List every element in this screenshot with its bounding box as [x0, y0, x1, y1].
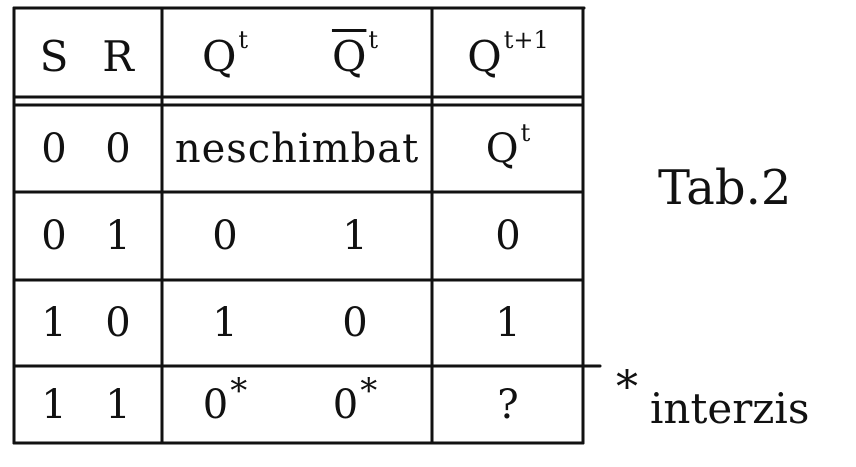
- row2-s: 0: [41, 213, 67, 259]
- row2-q-next: 0: [495, 213, 521, 259]
- header-q-t: Q t: [201, 26, 249, 81]
- header-s: S: [39, 31, 69, 81]
- row1-merged-neschimbat: neschimbat: [174, 126, 420, 172]
- header-q-next: Q t+1: [467, 26, 549, 81]
- row3-r: 0: [105, 300, 131, 346]
- table-caption: Tab.2: [658, 160, 792, 216]
- row2-r: 1: [105, 213, 131, 259]
- row4-r: 1: [105, 382, 131, 428]
- row3-q-next: 1: [495, 300, 521, 346]
- row4-qbar: 0 *: [332, 371, 378, 428]
- row1-r: 0: [105, 126, 131, 172]
- row1-q-next: Q t: [485, 119, 531, 172]
- row3-q: 1: [212, 300, 238, 346]
- row4-q: 0 *: [202, 371, 248, 428]
- note-star: *: [616, 362, 638, 413]
- row2-qbar: 1: [342, 213, 368, 259]
- note-text: interzis: [650, 384, 810, 433]
- row1-s: 0: [41, 126, 67, 172]
- row3-s: 1: [41, 300, 67, 346]
- row4-q-star: *: [230, 371, 248, 411]
- row3-qbar: 0: [342, 300, 368, 346]
- row2-q: 0: [212, 213, 238, 259]
- header-qbar-t: $\overline{Q}$ t: [331, 26, 379, 81]
- row4-qbar-star: *: [360, 371, 378, 411]
- header-r: R: [102, 31, 134, 81]
- row4-q-next: ?: [497, 382, 519, 428]
- row4-s: 1: [41, 382, 67, 428]
